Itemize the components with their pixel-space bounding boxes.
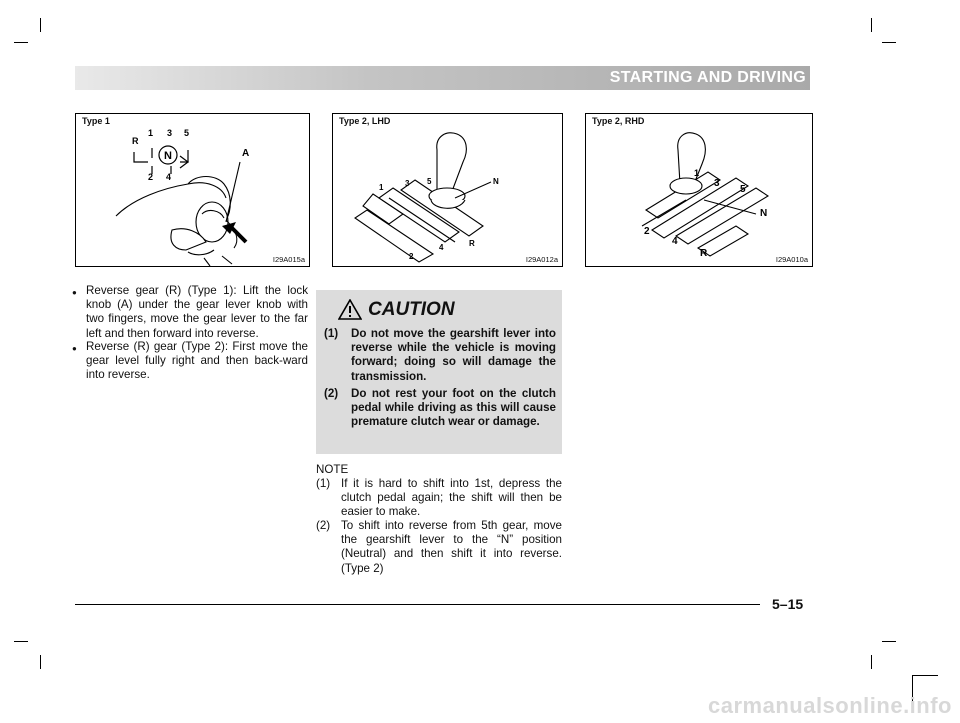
shift-mark-4: 4 xyxy=(439,243,444,252)
shift-mark-4: 4 xyxy=(166,172,172,182)
item-text: Do not rest your foot on the clutch pedal while driving as this will cause premature clutch wear or damage. xyxy=(351,387,556,429)
bullet-item xyxy=(72,340,308,383)
bullet-text: Reverse gear (R) (Type 1): Lift the lock knob (A) under the gear lever knob with two fingers, move the gear lever to the far left and then forward into reverse. xyxy=(86,284,308,340)
shift-mark-5: 5 xyxy=(427,177,432,186)
shift-mark-5: 5 xyxy=(740,184,746,195)
item-number: (1) xyxy=(324,327,339,340)
bullet-item xyxy=(72,284,308,341)
figure-code: I29A015a xyxy=(272,255,305,264)
shift-mark-n: N xyxy=(164,150,172,162)
shift-mark-1: 1 xyxy=(694,168,700,178)
crop-mark xyxy=(40,18,41,32)
bullet-marker: ● xyxy=(72,288,77,297)
figure-type2-rhd xyxy=(585,113,813,267)
shift-mark-n: N xyxy=(493,177,499,186)
shift-mark-r: R xyxy=(132,136,139,146)
section-title: STARTING AND DRIVING xyxy=(609,69,806,86)
shift-mark-2: 2 xyxy=(148,172,154,182)
caution-item xyxy=(324,387,556,430)
shift-mark-1: 1 xyxy=(148,128,154,138)
figure-code: I29A010a xyxy=(775,255,808,264)
figure-label: Type 2, RHD xyxy=(592,116,645,126)
shift-pattern-illustration xyxy=(586,114,812,266)
shift-mark-1: 1 xyxy=(379,183,384,192)
figure-type2-lhd xyxy=(332,113,563,267)
callout-a: A xyxy=(242,148,250,159)
figure-label: Type 2, LHD xyxy=(339,116,391,126)
shift-mark-3: 3 xyxy=(167,128,173,138)
item-text: To shift into reverse from 5th gear, move the gearshift lever to the “N” position (Neutral) and then shift it into reverse. (Type 2) xyxy=(341,519,562,575)
shift-mark-4: 4 xyxy=(672,236,678,247)
note-heading: NOTE xyxy=(316,463,349,476)
figure-type1 xyxy=(75,113,310,267)
shift-mark-5: 5 xyxy=(184,128,190,138)
section-header xyxy=(75,66,810,90)
item-number: (1) xyxy=(316,477,331,490)
crop-mark xyxy=(14,641,28,642)
shift-mark-n: N xyxy=(760,208,768,219)
bullet-text: Reverse (R) gear (Type 2): First move the gear level fully right and then back-ward into reverse. xyxy=(86,340,308,382)
crop-mark xyxy=(882,42,896,43)
crop-mark xyxy=(871,655,872,669)
footer-rule xyxy=(75,604,760,605)
figure-label: Type 1 xyxy=(82,116,110,126)
shift-mark-3: 3 xyxy=(714,178,720,189)
figure-code: I29A012a xyxy=(525,255,558,264)
gear-lever-illustration xyxy=(76,114,309,266)
shift-mark-3: 3 xyxy=(405,179,410,188)
crop-mark xyxy=(14,42,28,43)
page-number: 5–15 xyxy=(772,596,804,612)
bullet-marker: ● xyxy=(72,344,77,353)
shift-mark-2: 2 xyxy=(409,252,414,261)
caution-title: CAUTION xyxy=(368,299,455,320)
warning-triangle-icon xyxy=(338,299,362,320)
crop-mark xyxy=(912,675,938,676)
shift-pattern-illustration xyxy=(333,114,562,266)
caution-item xyxy=(324,327,556,384)
crop-mark xyxy=(882,641,896,642)
crop-mark xyxy=(40,655,41,669)
item-text: If it is hard to shift into 1st, depress the clutch pedal again; the shift will then be easier to make. xyxy=(341,477,562,519)
shift-mark-2: 2 xyxy=(644,226,650,237)
crop-mark xyxy=(871,18,872,32)
watermark-text: carmanualsonline.info xyxy=(708,693,952,718)
shift-mark-r: R xyxy=(469,239,475,248)
caution-box xyxy=(316,290,562,454)
note-item xyxy=(316,477,562,520)
item-text: Do not move the gearshift lever into reverse while the vehicle is moving forward; doing so will damage the transmission. xyxy=(351,327,556,383)
item-number: (2) xyxy=(324,387,339,400)
item-number: (2) xyxy=(316,519,331,532)
shift-mark-r: R xyxy=(700,248,708,259)
note-item xyxy=(316,519,562,576)
